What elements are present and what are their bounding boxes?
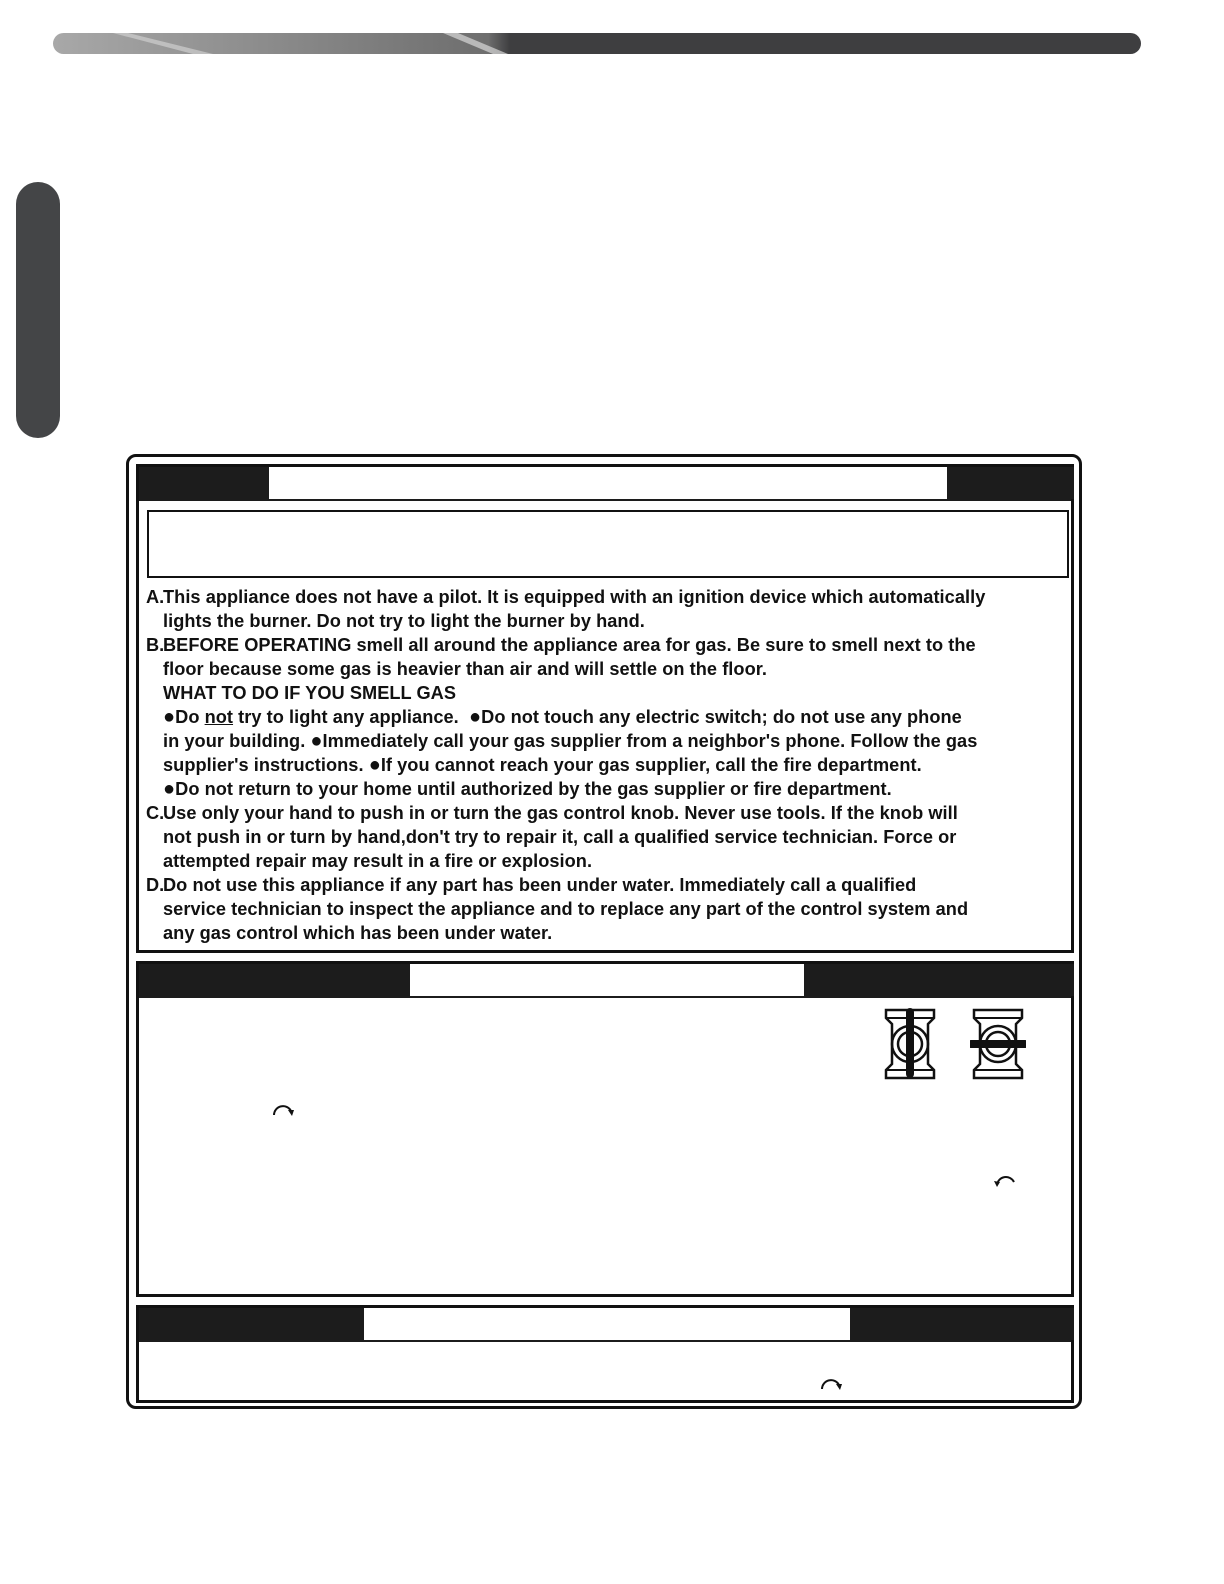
item-c-line: attempted repair may result in a fire or explosion.: [163, 851, 593, 871]
shutoff-instructions-section: [136, 1305, 1074, 1403]
counterclockwise-arrow-icon: [994, 1172, 1016, 1188]
item-d: D.Do not use this appliance if any part has been under water. Immediately call a qualified: [146, 875, 917, 895]
bullet-line-1: ●Do not try to light any appliance. ●Do not touch any electric switch; do not use any phone: [163, 706, 962, 728]
section-header: [139, 467, 1071, 499]
bullet-icon: ●: [163, 778, 176, 800]
item-c: C.Use only your hand to push in or turn the gas control knob. Never use tools. If the knob will: [146, 803, 958, 823]
safety-instructions: [146, 585, 1066, 945]
gas-smell-heading: WHAT TO DO IF YOU SMELL GAS: [163, 683, 457, 703]
item-d-line: service technician to inspect the appliance and to replace any part of the control system and: [163, 899, 969, 919]
bullet-icon: ●: [368, 754, 381, 776]
bullet-icon: ●: [469, 706, 482, 728]
item-d-line: any gas control which has been under water.: [163, 923, 553, 943]
safety-warning-section: [136, 464, 1074, 953]
bullet-icon: ●: [310, 730, 323, 752]
bullet-line-4: ●Do not return to your home until authorized by the gas supplier or fire department.: [163, 778, 892, 800]
counterclockwise-arrow-icon: [820, 1376, 842, 1392]
item-b-line: floor because some gas is heavier than air and will settle on the floor.: [163, 659, 767, 679]
header-bar-decoration: [53, 33, 1141, 54]
side-chapter-tab: [16, 182, 60, 438]
item-b: B.BEFORE OPERATING smell all around the appliance area for gas. Be sure to smell next to the: [146, 635, 976, 655]
section-header: [139, 964, 1071, 996]
valve-knob-off-icon: [970, 1006, 1026, 1082]
valve-knob-on-icon: [882, 1006, 938, 1082]
item-a: A.This appliance does not have a pilot. It is equipped with an ignition device which automatically: [146, 587, 986, 607]
bullet-icon: ●: [163, 706, 176, 728]
counterclockwise-arrow-icon: [272, 1102, 294, 1118]
notice-box: [147, 510, 1069, 578]
item-a-line: lights the burner. Do not try to light the burner by hand.: [163, 611, 645, 631]
bullet-line-2: in your building. ●Immediately call your gas supplier from a neighbor's phone. Follow the gas: [163, 730, 978, 752]
item-c-line: not push in or turn by hand,don't try to repair it, call a qualified service technician. Force or: [163, 827, 957, 847]
section-header: [139, 1308, 1071, 1340]
bullet-line-3: supplier's instructions. ●If you cannot reach your gas supplier, call the fire department.: [163, 754, 922, 776]
